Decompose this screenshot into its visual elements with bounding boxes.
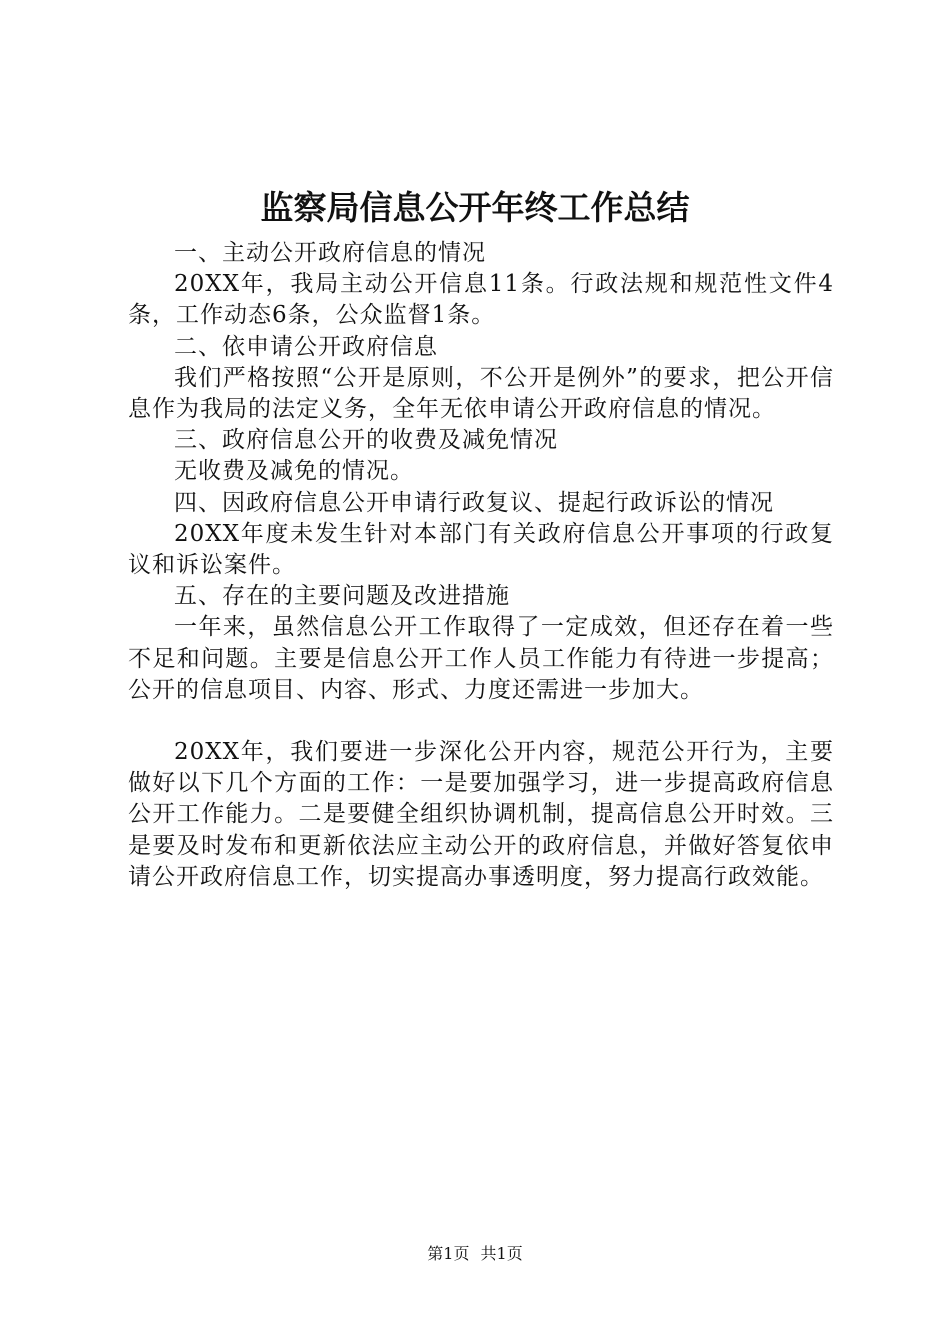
paragraph-request-disclosure: 我们严格按照“公开是原则，不公开是例外”的要求，把公开信息作为我局的法定义务，全年无依申请公开政府信息的情况。: [128, 364, 834, 423]
page-number: 第1页: [427, 1244, 470, 1263]
page-footer: [0, 1243, 950, 1265]
paragraph-next-year-plan: 20XX年，我们要进一步深化公开内容，规范公开行为，主要做好以下几个方面的工作：一是要加强学习，进一步提高政府信息公开工作能力。二是要健全组织协调机制，提高信息公开时效。三是要及时发布和更新依法应主动公开的政府信息，并做好答复依申请公开政府信息工作，切实提高办事透明度，努力提高行政效能。: [128, 739, 834, 890]
paragraph-proactive-disclosure: 20XX年，我局主动公开信息11条。行政法规和规范性文件4条，工作动态6条，公众监督1条。: [128, 271, 834, 329]
document-title: 监察局信息公开年终工作总结: [260, 188, 690, 227]
paragraph-review-litigation: 20XX年度未发生针对本部门有关政府信息公开事项的行政复议和诉讼案件。: [128, 520, 834, 579]
paragraph-gap: [128, 706, 834, 737]
paragraph-fees: 无收费及减免的情况。: [174, 458, 414, 485]
section-heading-2: 二、依申请公开政府信息: [174, 333, 438, 360]
document-body: [128, 238, 834, 893]
paragraph-problems: 一年来，虽然信息公开工作取得了一定成效，但还存在着一些不足和问题。主要是信息公开工作人员工作能力有待进一步提高；公开的信息项目、内容、形式、力度还需进一步加大。: [128, 614, 834, 703]
section-heading-5: 五、存在的主要问题及改进措施: [174, 583, 510, 610]
section-heading-3: 三、政府信息公开的收费及减免情况: [174, 427, 558, 454]
section-heading-4: 四、因政府信息公开申请行政复议、提起行政诉讼的情况: [174, 489, 774, 516]
page-total: 共1页: [480, 1244, 523, 1263]
section-heading-1: 一、主动公开政府信息的情况: [174, 240, 486, 266]
